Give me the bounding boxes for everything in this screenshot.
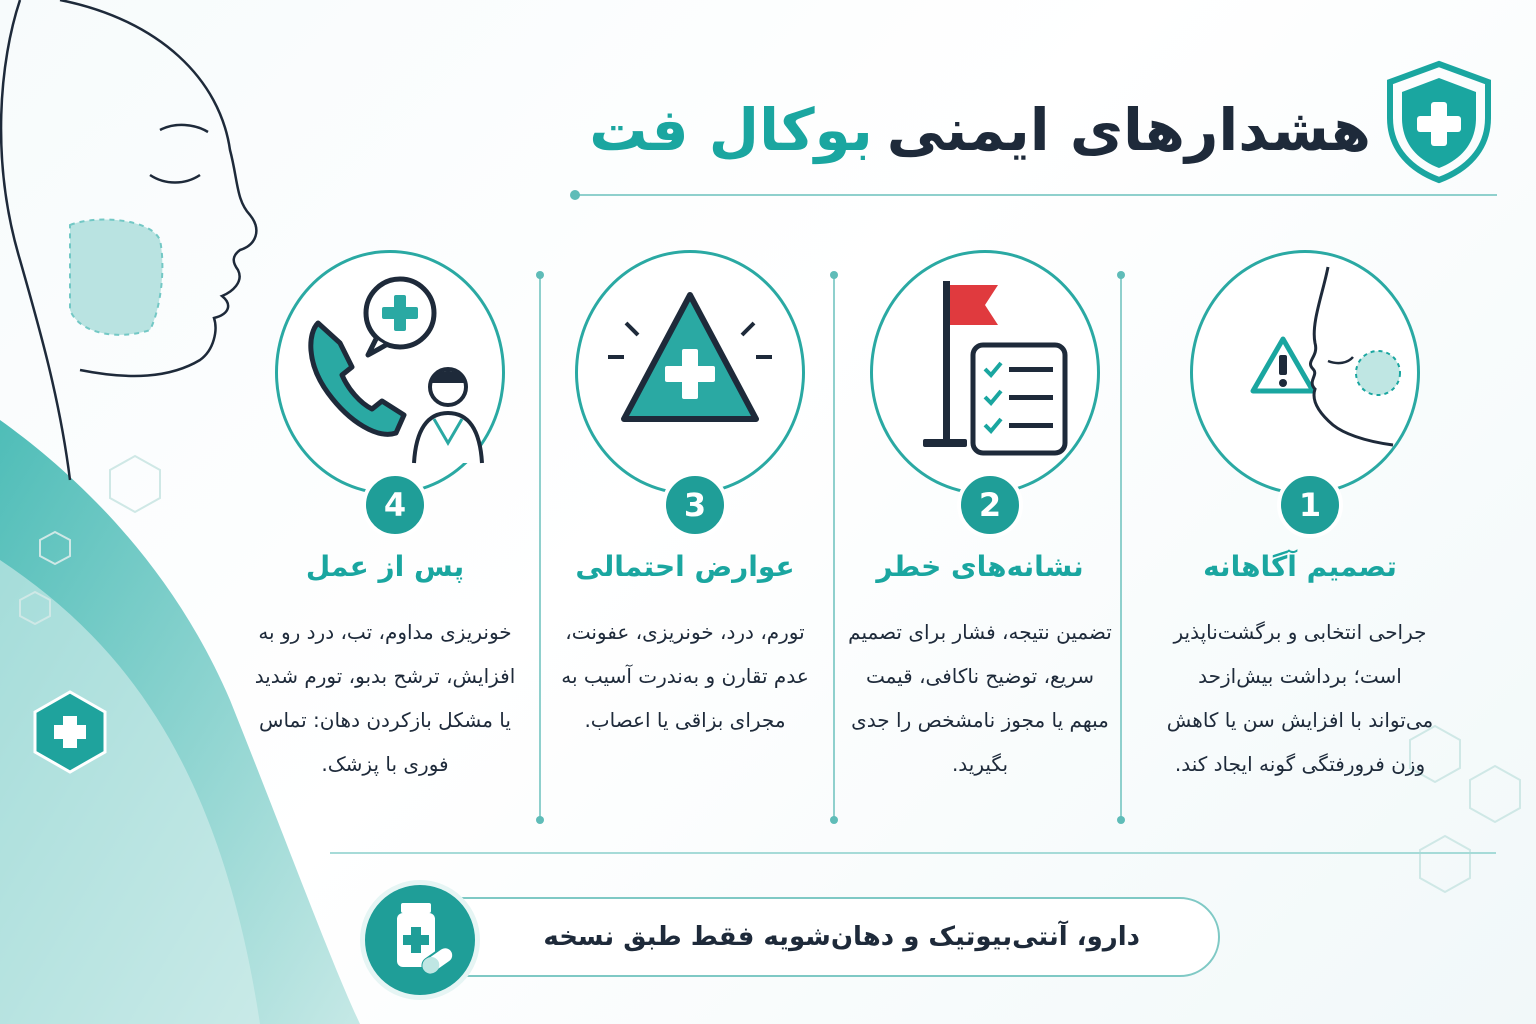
medicine-bottle-pill-icon [360,880,480,1000]
red-flag-checklist-icon [873,253,1097,492]
column-divider [833,275,835,820]
page-title [589,70,1371,190]
card-3-text: تورم، درد، خونریزی، عفونت، عدم تقارن و به‌ندرت آسیب به مجرای بزاقی یا اعصاب. [561,620,809,732]
shield-cross-icon [1380,58,1498,186]
card-3-icon-circle [575,250,805,495]
column-divider [1120,275,1122,820]
card-2-title: نشانه‌های خطر [876,550,1084,583]
title-divider [572,194,1497,196]
card-3-number: 3 [662,472,728,538]
column-divider [539,275,541,820]
footer-divider [330,852,1496,854]
footer-text: دارو، آنتی‌بیوتیک و دهان‌شویه فقط طبق نسخه [543,922,1140,952]
title-divider-dot [570,190,580,200]
card-2 [845,250,1115,810]
phone-doctor-icon [278,253,502,492]
card-4-icon-circle [275,250,505,495]
card-1-text: جراحی انتخابی و برگشت‌ناپذیر است؛ برداشت بیش‌ازحد می‌تواند با افزایش سن یا کاهش وزن فرورفتگی گونه ایجاد کند. [1166,620,1434,776]
card-2-number: 2 [957,472,1023,538]
face-warning-icon [1193,253,1417,492]
title-part1: هشدارهای ایمنی [886,96,1371,164]
title-part2: بوکال فت [589,96,873,164]
card-4-title: پس از عمل [305,550,465,583]
card-1-title: تصمیم آگاهانه [1203,550,1397,583]
card-3-title: عوارض احتمالی [575,550,795,583]
cheek-highlight-shape [70,220,162,335]
card-2-text: تضمین نتیجه، فشار برای تصمیم سریع، توضیح ناکافی، قیمت مبهم یا مجوز نامشخص را جدی بگیرید. [848,620,1112,776]
card-4 [250,250,520,810]
card-1 [1165,250,1435,810]
card-3 [550,250,820,810]
card-1-number: 1 [1277,472,1343,538]
card-4-text: خونریزی مداوم، تب، درد رو به افزایش، ترشح بدبو، تورم شدید یا مشکل بازکردن دهان: تماس فوری با پزشک. [254,620,516,776]
footer-banner [400,897,1220,977]
card-1-icon-circle [1190,250,1420,495]
warning-triangle-cross-icon [578,253,802,492]
card-4-number: 4 [362,472,428,538]
card-2-icon-circle [870,250,1100,495]
